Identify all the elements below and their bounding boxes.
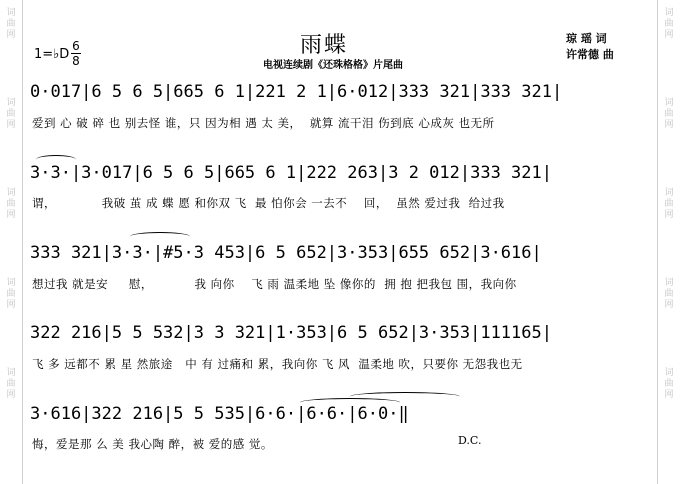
lyrics-row-4: 飞 多 远都不 累 星 然旅途 中 有 过痛和 累，我向你 飞 风 温柔地 吹，只要你 无怨我也无 xyxy=(32,357,523,371)
notation-row-4: 322 216|5 5 532|3 3 321|1·353|6 5 652|3·353|111165| xyxy=(30,323,552,343)
da-capo-mark: D.C. xyxy=(458,434,482,447)
watermark: 词 曲 网 xyxy=(6,98,16,130)
watermark: 词 曲 网 xyxy=(664,98,674,130)
notation-row-1: 0·017|6 5 6 5|665 6 1|221 2 1|6·012|333 321|333 321| xyxy=(30,82,563,102)
song-subtitle: 电视连续剧《还珠格格》片尾曲 xyxy=(263,60,403,71)
time-signature xyxy=(70,40,82,67)
watermark: 词 曲 网 xyxy=(6,278,16,310)
slur xyxy=(130,232,190,241)
watermark: 词 曲 网 xyxy=(6,188,16,220)
lyrics-row-1: 爱到 心 破 碎 也 别去怪 谁，只 因为相 遇 太 美， 就算 流干泪 伤到底 心成灰 也无所 xyxy=(32,116,495,130)
notation-row-5: 3·616|322 216|5 5 535|6·6·|6·6·|6·0·‖ xyxy=(30,404,409,424)
right-watermark-strip xyxy=(657,0,680,484)
left-watermark-strip xyxy=(0,0,23,484)
time-signature-top: 6 xyxy=(72,39,80,53)
watermark: 词 曲 网 xyxy=(664,368,674,400)
watermark: 词 曲 网 xyxy=(6,8,16,40)
lyrics-row-2: 谓， 我破 茧 成 蝶 愿 和你双 飞 最 怕你会 一去不 回， 虽然 爱过我 给过我 xyxy=(32,196,505,210)
watermark: 词 曲 网 xyxy=(664,8,674,40)
notation-row-3: 333 321|3·3·|#5·3 453|6 5 652|3·353|655 652|3·616| xyxy=(30,243,542,263)
slur xyxy=(350,392,460,401)
notation-row-2: 3·3·|3·017|6 5 6 5|665 6 1|222 263|3 2 012|333 321| xyxy=(30,163,552,183)
watermark: 词 曲 网 xyxy=(664,188,674,220)
lyrics-row-3: 想过我 就是安 慰， 我 向你 飞 雨 温柔地 坠 像你的 拥 抱 把我包 围，我向你 xyxy=(32,277,517,291)
song-title: 雨蝶 xyxy=(300,33,349,58)
lyricist-credit: 琼 瑶 词 xyxy=(566,32,607,45)
time-signature-bottom: 8 xyxy=(72,54,80,68)
lyrics-row-5: 悔，爱是那 么 美 我心陶 醉，被 爱的感 觉。 xyxy=(32,437,273,451)
watermark: 词 曲 网 xyxy=(6,368,16,400)
watermark: 词 曲 网 xyxy=(664,278,674,310)
key-signature: 1=♭D xyxy=(34,47,70,62)
composer-credit: 许常德 曲 xyxy=(566,48,614,61)
